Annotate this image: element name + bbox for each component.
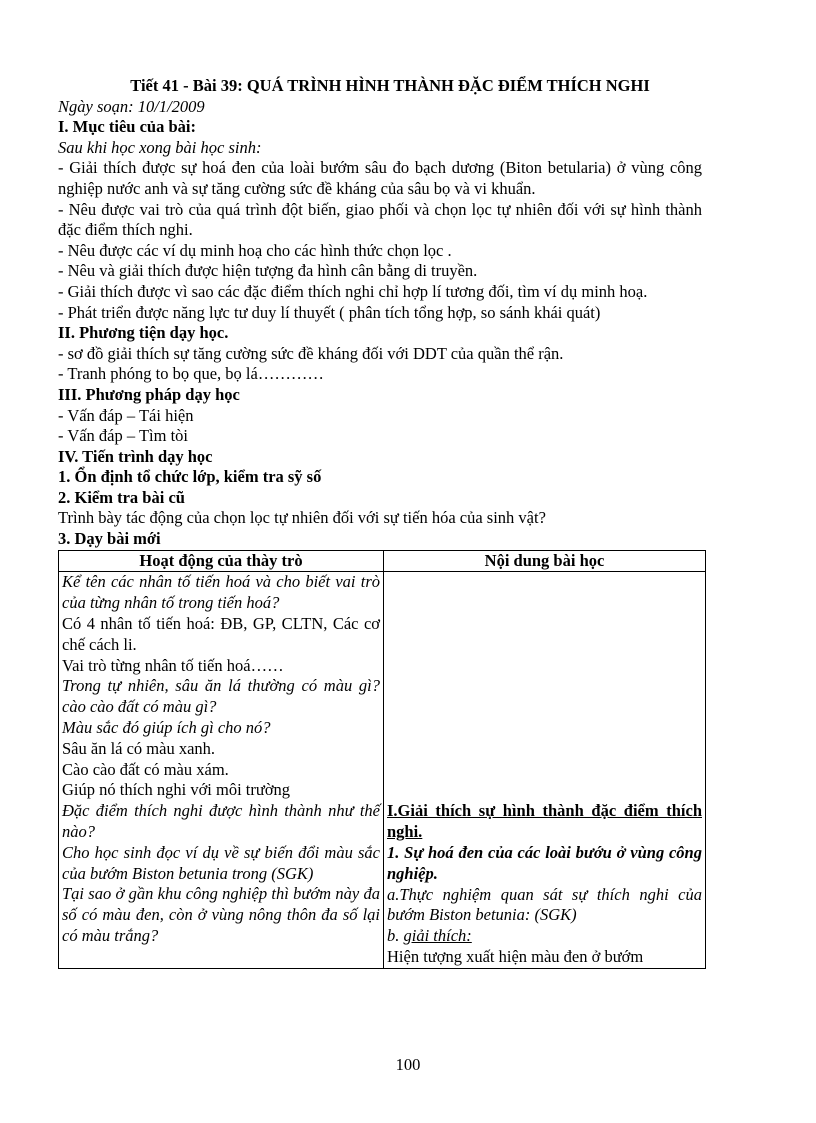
activity-line: Giúp nó thích nghi với môi trường <box>62 780 291 800</box>
objectives-intro: Sau khi học xong bài học sinh: <box>58 137 262 157</box>
process-step-1: 1. Ổn định tổ chức lớp, kiểm tra sỹ số <box>58 467 322 487</box>
activity-line: Tại sao ở gần khu công nghiệp thì bướm này đa số có màu đen, còn ở vùng nông thôn đa số lại có màu trắng? <box>62 884 380 945</box>
process-step-3: 3. Dạy bài mới <box>58 529 161 549</box>
process-step-2: 2. Kiểm tra bài cũ <box>58 487 185 507</box>
activity-line: Đặc điểm thích nghi được hình thành như thế nào? <box>62 801 380 842</box>
objectives-heading: I. Mục tiêu của bài: <box>58 117 196 137</box>
methods-item: - Vấn đáp – Tìm tòi <box>58 426 189 446</box>
content-subheading: 1. Sự hoá đen của các loài bướu ở vùng công nghiệp. <box>387 843 702 883</box>
activity-line: Vai trò từng nhân tố tiến hoá…… <box>62 655 284 675</box>
content-sub-b <box>387 926 702 947</box>
activity-line: Màu sắc đó giúp ích gì cho nó? <box>62 718 271 738</box>
document-page <box>58 76 702 969</box>
means-item: - Tranh phóng to bọ que, bọ lá………… <box>58 364 324 384</box>
table-row <box>59 572 706 968</box>
means-item: - sơ đồ giải thích sự tăng cường sức đề kháng đối với DDT của quần thể rận. <box>58 343 564 363</box>
objective-item: - Nêu được vai trò của quá trình đột biến, giao phối và chọn lọc tự nhiên đối với sự hình thành đặc điểm thích nghi. <box>58 199 702 240</box>
process-heading: IV. Tiến trình dạy học <box>58 446 213 466</box>
activity-line: Cho học sinh đọc ví dụ về sự biến đổi màu sắc của bướm Biston betunia trong (SGK) <box>62 842 380 883</box>
content-sub-a: a.Thực nghiệm quan sát sự thích nghi của bướm Biston betunia: (SGK) <box>387 884 702 925</box>
activity-line: Sâu ăn lá có màu xanh. <box>62 738 216 758</box>
content-sub-b-label: giải thích: <box>403 926 472 946</box>
activity-line: Cào cào đất có màu xám. <box>62 759 229 779</box>
methods-heading: III. Phương pháp dạy học <box>58 384 240 404</box>
col-header-activities: Hoạt động của thày trò <box>59 550 384 572</box>
content-text: Hiện tượng xuất hiện màu đen ở bướm <box>387 947 644 967</box>
prepared-date: Ngày soạn: 10/1/2009 <box>58 96 205 116</box>
objective-item: - Nêu được các ví dụ minh hoạ cho các hình thức chọn lọc . <box>58 240 452 260</box>
content-section-heading: I.Giải thích sự hình thành đặc điểm thích nghi. <box>387 801 702 842</box>
activity-line: Kể tên các nhân tố tiến hoá và cho biết vai trò của từng nhân tố trong tiến hoá? <box>62 572 380 613</box>
objective-item: - Nêu và giải thích được hiện tượng đa hình cân bằng di truyền. <box>58 261 478 281</box>
objective-item: - Phát triển được năng lực tư duy lí thuyết ( phân tích tổng hợp, so sánh khái quát) <box>58 302 601 322</box>
page-number: 100 <box>395 1055 421 1074</box>
content-sub-b-prefix: b. <box>387 926 404 946</box>
col-header-content: Nội dung bài học <box>384 550 706 572</box>
process-step-2-text: Trình bày tác động của chọn lọc tự nhiên đối với sự tiến hóa của sinh vật? <box>58 508 546 528</box>
table-header-row <box>59 550 706 572</box>
content-cell <box>384 572 706 968</box>
objective-item: - Giải thích được vì sao các đặc điểm thích nghi chỉ hợp lí tương đối, tìm ví dụ minh hoạ. <box>58 281 648 301</box>
activity-line: Trong tự nhiên, sâu ăn lá thường có màu gì? cào cào đất có màu gì? <box>62 676 380 717</box>
activity-line: Có 4 nhân tố tiến hoá: ĐB, GP, CLTN, Các cơ chế cách li. <box>62 614 380 654</box>
activities-cell <box>59 572 384 968</box>
content-spacer <box>387 572 702 801</box>
objective-item: - Giải thích được sự hoá đen của loài bướm sâu đo bạch dương (Biton betularia) ở vùng công nghiệp nước anh và sự tăng cường sức đề kháng của sâu bọ và vi khuẩn. <box>58 158 702 198</box>
methods-item: - Vấn đáp – Tái hiện <box>58 405 194 425</box>
lesson-table <box>58 550 706 969</box>
means-heading: II. Phương tiện dạy học. <box>58 323 229 343</box>
lesson-title: Tiết 41 - Bài 39: QUÁ TRÌNH HÌNH THÀNH ĐẶC ĐIỂM THÍCH NGHI <box>130 76 650 95</box>
